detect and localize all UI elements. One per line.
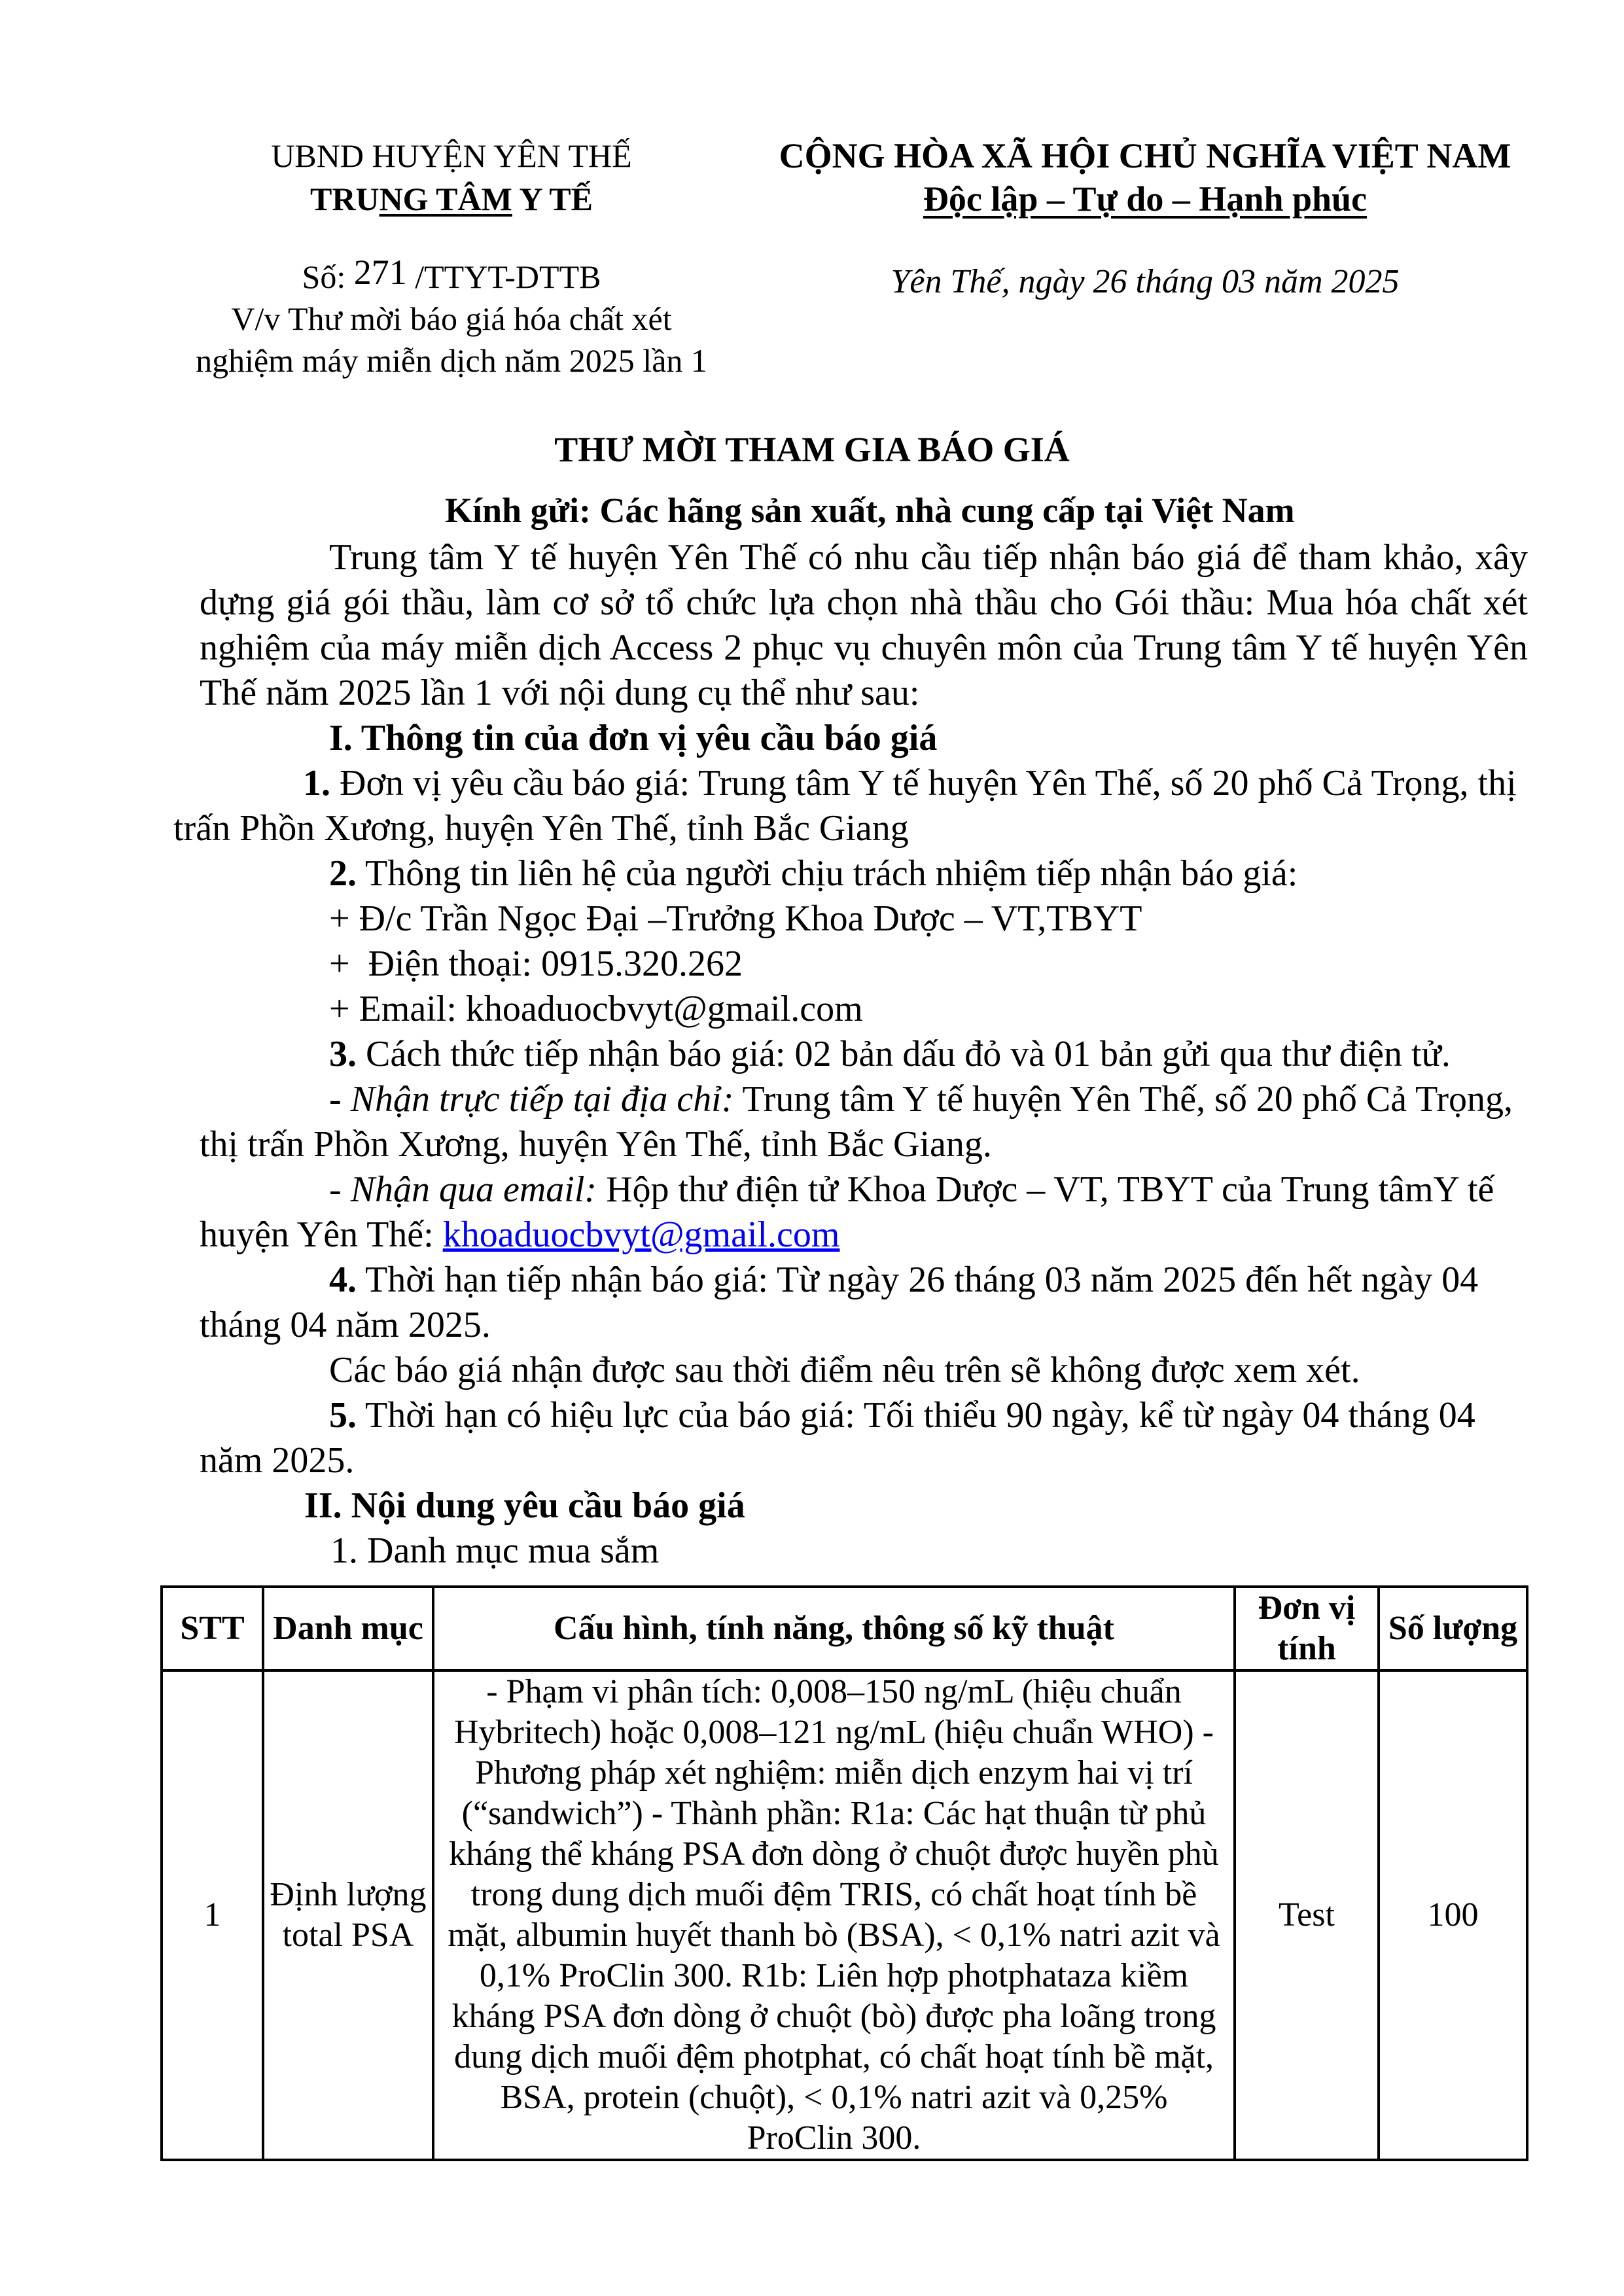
item-5 [200,1393,1528,1483]
agency-header [164,134,739,221]
subject-line-1: V/v Thư mời báo giá hóa chất xét [231,300,672,337]
ref-number: 271 [353,253,407,292]
document-title: THƯ MỜI THAM GIA BÁO GIÁ [554,430,1070,469]
place-date: Yên Thế, ngày 26 tháng 03 năm 2025 [891,263,1400,300]
item-text: Đơn vị yêu cầu báo giá: Trung tâm Y tế huyện Yên Thế, số 20 phố Cả Trọng, thị trấn Phồn Xương, huyện Yên Thế, tỉnh Bắc Giang [173,763,1517,849]
intro-paragraph: Trung tâm Y tế huyện Yên Thế có nhu cầu tiếp nhận báo giá để tham khảo, xây dựng giá gói thầu, làm cơ sở tổ chức lựa chọn nhà thầu cho Gói thầu: Mua hóa chất xét nghiệm của máy miễn dịch Access 2 phục vụ chuyên môn của Trung tâm Y tế huyện Yên Thế năm 2025 lần 1 với nội dung cụ thể như sau: [200,537,1528,713]
cell-spec: - Phạm vi phân tích: 0,008–150 ng/mL (hiệu chuẩn Hybritech) hoặc 0,008–121 ng/mL (hiệu chuẩn WHO) - Phương pháp xét nghiệm: miễn dịch enzym hai vị trí (“sandwich”) - Thành phần: R1a: Các hạt thuận từ phủ kháng thể kháng PSA đơn dòng ở chuột được huyền phù trong dung dịch muối đệm TRIS, có chất hoạt tính bề mặt, albumin huyết thanh bò (BSA), < 0,1% natri azit và 0,1% ProClin 300. R1b: Liên hợp photphataza kiềm kháng PSA đơn dòng ở chuột (bò) được pha loãng trong dung dịch muối đệm photphat, có chất hoạt tính bề mặt, BSA, protein (chuột), < 0,1% natri azit và 0,25% ProClin 300. [433,1670,1235,2160]
item-text: Thông tin liên hệ của người chịu trách nhiệm tiếp nhận báo giá: [357,853,1298,894]
email-label: - Nhận qua email: [329,1169,597,1210]
item-number: 2. [329,853,357,894]
email-text: Hộp thư điện tử Khoa Dược – VT, TBYT của Trung tâmY tế huyện Yên Thế: [200,1169,1494,1255]
item-number: 4. [329,1260,357,1300]
motto-text: Độc lập – Tự do – Hạnh phúc [923,179,1368,219]
late-note: Các báo giá nhận được sau thời điểm nêu trên sẽ không được xem xét. [329,1350,1360,1390]
contact-person: + Đ/c Trần Ngọc Đại –Trưởng Khoa Dược – VT,TBYT [329,898,1142,939]
item-text: Thời hạn tiếp nhận báo giá: Từ ngày 26 tháng 03 năm 2025 đến hết ngày 04 tháng 04 năm 2025. [200,1260,1479,1345]
item-number: 1. [303,763,330,804]
recipient-line: Kính gửi: Các hãng sản xuất, nhà cung cấp tại Việt Nam [445,491,1295,530]
table-header-row [162,1587,1527,1670]
subject-line-2: nghiệm máy miễn dịch năm 2025 lần 1 [196,342,707,379]
reference-block [164,255,739,381]
email-link[interactable]: khoaduocbvyt@gmail.com [442,1214,840,1255]
ref-prefix: Số: [302,258,354,295]
item-2 [200,851,1528,896]
col-header-stt: STT [162,1587,263,1670]
item-1 [173,761,1528,851]
item-text: Cách thức tiếp nhận báo giá: 02 bản dấu đỏ và 01 bản gửi qua thư điện tử. [357,1034,1451,1074]
col-header-spec: Cấu hình, tính năng, thông số kỹ thuật [433,1587,1235,1670]
item-4 [200,1258,1528,1348]
item-text: Thời hạn có hiệu lực của báo giá: Tối thiểu 90 ngày, kể từ ngày 04 tháng 04 năm 2025. [200,1395,1475,1481]
cell-stt: 1 [162,1670,263,2160]
national-motto [759,177,1531,221]
section-2-sub-1: 1. Danh mục mua sắm [330,1530,660,1571]
contact-email: + Email: khoaduocbvyt@gmail.com [329,989,863,1029]
cell-category: Định lượng total PSA [263,1670,433,2160]
section-2-heading: II. Nội dung yêu cầu báo giá [304,1485,745,1526]
contact-phone: + Điện thoại: 0915.320.262 [329,944,743,984]
section-1-heading: I. Thông tin của đơn vị yêu cầu báo giá [329,718,938,758]
direct-submission [200,1077,1528,1167]
table-row [162,1670,1527,2160]
col-header-unit: Đơn vị tính [1235,1587,1379,1670]
direct-text: Trung tâm Y tế huyện Yên Thế, số 20 phố Cả Trọng, thị trấn Phồn Xương, huyện Yên Thế, tỉnh Bắc Giang. [200,1079,1513,1165]
item-3 [200,1032,1528,1077]
country-name: CỘNG HÒA XÃ HỘI CHỦ NGHĨA VIỆT NAM [779,136,1511,175]
national-header [759,134,1531,221]
direct-label: - Nhận trực tiếp tại địa chỉ: [329,1079,734,1120]
item-number: 3. [329,1034,357,1074]
agency-name-part: TRU [309,181,380,217]
cell-unit: Test [1235,1670,1379,2160]
col-header-category: Danh mục [263,1587,433,1670]
document-body [173,535,1528,1574]
email-submission [200,1167,1528,1258]
agency-name-underlined: NG TÂM [379,181,512,217]
cell-qty: 100 [1379,1670,1527,2160]
ref-suffix: /TTYT-DTTB [406,258,601,295]
parent-agency: UBND HUYỆN YÊN THẾ [271,137,632,174]
item-number: 5. [329,1395,357,1436]
procurement-table [160,1585,1528,2161]
agency-name [164,177,739,221]
document-number [164,255,739,298]
col-header-qty: Số lượng [1379,1587,1527,1670]
agency-name-part: Y TẾ [512,181,593,217]
